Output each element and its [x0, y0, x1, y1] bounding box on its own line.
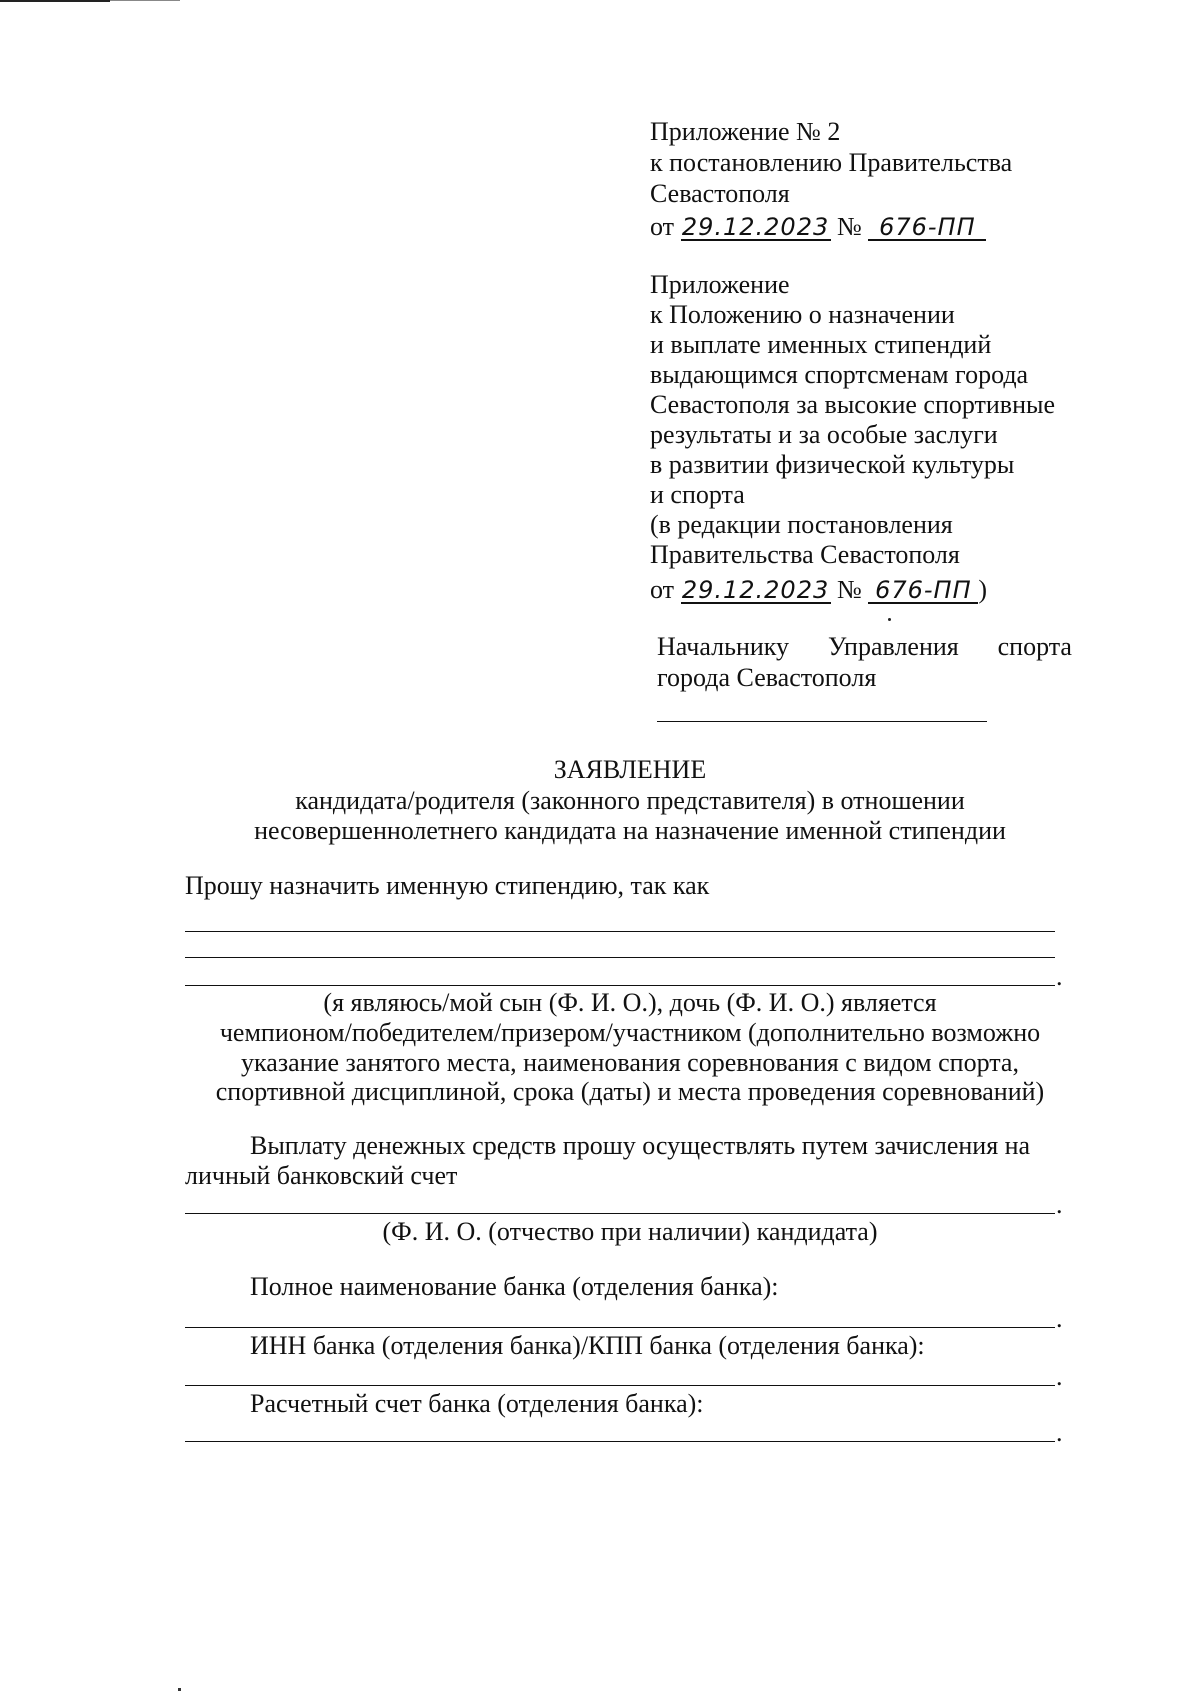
request-text: Прошу назначить именную стипендию, так как	[185, 871, 710, 900]
appendix2-line: Правительства Севастополя	[650, 540, 960, 569]
closing-paren: )	[978, 575, 988, 604]
handwritten-number: 676-ПП	[868, 215, 986, 241]
statement-title: ЗАЯВЛЕНИЕ	[553, 755, 707, 784]
number-label: №	[837, 575, 862, 604]
field-period: .	[1056, 962, 1063, 991]
addressee-name-field[interactable]	[657, 721, 987, 722]
scan-speck	[888, 618, 891, 621]
addressee-word: спорта	[997, 632, 1072, 661]
scan-edge-mark	[0, 0, 110, 2]
appendix-line: Севастополя	[650, 179, 790, 208]
reason-field-line[interactable]	[185, 985, 1055, 986]
payment-text: личный банковский счет	[185, 1161, 458, 1190]
appendix2-line: (в редакции постановления	[650, 510, 953, 539]
from-label: от	[650, 575, 675, 604]
handwritten-date: 29.12.2023	[681, 576, 830, 604]
hint-text: спортивной дисциплиной, срока (даты) и места проведения соревнований)	[215, 1077, 1045, 1106]
bank-name-label: Полное наименование банка (отделения банка):	[250, 1272, 779, 1301]
number-label: №	[837, 212, 862, 241]
appendix-title: Приложение № 2	[650, 117, 841, 146]
appendix2-line: Севастополя за высокие спортивные	[650, 390, 1056, 419]
scan-speck	[178, 1688, 181, 1691]
reason-field-line[interactable]	[185, 957, 1055, 958]
field-period: .	[1056, 1418, 1063, 1447]
appendix2-line: и выплате именных стипендий	[650, 330, 992, 359]
addressee-word: Начальнику	[657, 632, 790, 661]
fio-hint: (Ф. И. О. (отчество при наличии) кандидата)	[382, 1217, 878, 1246]
field-period: .	[1056, 1304, 1063, 1333]
payment-text: Выплату денежных средств прошу осуществлять путем зачисления на	[250, 1131, 1031, 1160]
addressee-word: Управления	[827, 632, 959, 661]
field-period: .	[1056, 1362, 1063, 1391]
hint-text: указание занятого места, наименования соревнования с видом спорта,	[241, 1048, 1019, 1077]
bank-account-label: Расчетный счет банка (отделения банка):	[250, 1389, 704, 1418]
bank-inn-field[interactable]	[185, 1385, 1055, 1386]
field-period: .	[1056, 1190, 1063, 1219]
appendix2-line: результаты и за особые заслуги	[650, 420, 998, 449]
from-label: от	[650, 212, 675, 241]
reason-field-line[interactable]	[185, 931, 1055, 932]
appendix2-line: Приложение	[650, 270, 790, 299]
appendix2-line: к Положению о назначении	[650, 300, 955, 329]
appendix2-line: в развитии физической культуры	[650, 450, 1015, 479]
addressee-line: города Севастополя	[657, 663, 877, 692]
bank-inn-label: ИНН банка (отделения банка)/КПП банка (отделения банка):	[250, 1331, 925, 1360]
hint-text: чемпионом/победителем/призером/участником (дополнительно возможно	[219, 1018, 1041, 1047]
addressee-line	[657, 632, 1072, 662]
handwritten-number: 676-ПП	[868, 578, 978, 604]
statement-subtitle: кандидата/родителя (законного представителя) в отношении	[295, 786, 965, 815]
handwritten-date: 29.12.2023	[681, 213, 830, 241]
account-holder-field[interactable]	[185, 1213, 1055, 1214]
hint-text: (я являюсь/мой сын (Ф. И. О.), дочь (Ф. И. О.) является	[323, 988, 937, 1017]
statement-subtitle: несовершеннолетнего кандидата на назначение именной стипендии	[254, 816, 1006, 845]
appendix2-line: выдающимся спортсменам города	[650, 360, 1029, 389]
bank-account-field[interactable]	[185, 1441, 1055, 1442]
appendix2-line: и спорта	[650, 480, 745, 509]
scan-edge-mark	[110, 0, 180, 1]
appendix2-date-line	[650, 575, 987, 605]
appendix-line: к постановлению Правительства	[650, 148, 1013, 177]
bank-name-field[interactable]	[185, 1327, 1055, 1328]
appendix-date-line	[650, 212, 986, 242]
